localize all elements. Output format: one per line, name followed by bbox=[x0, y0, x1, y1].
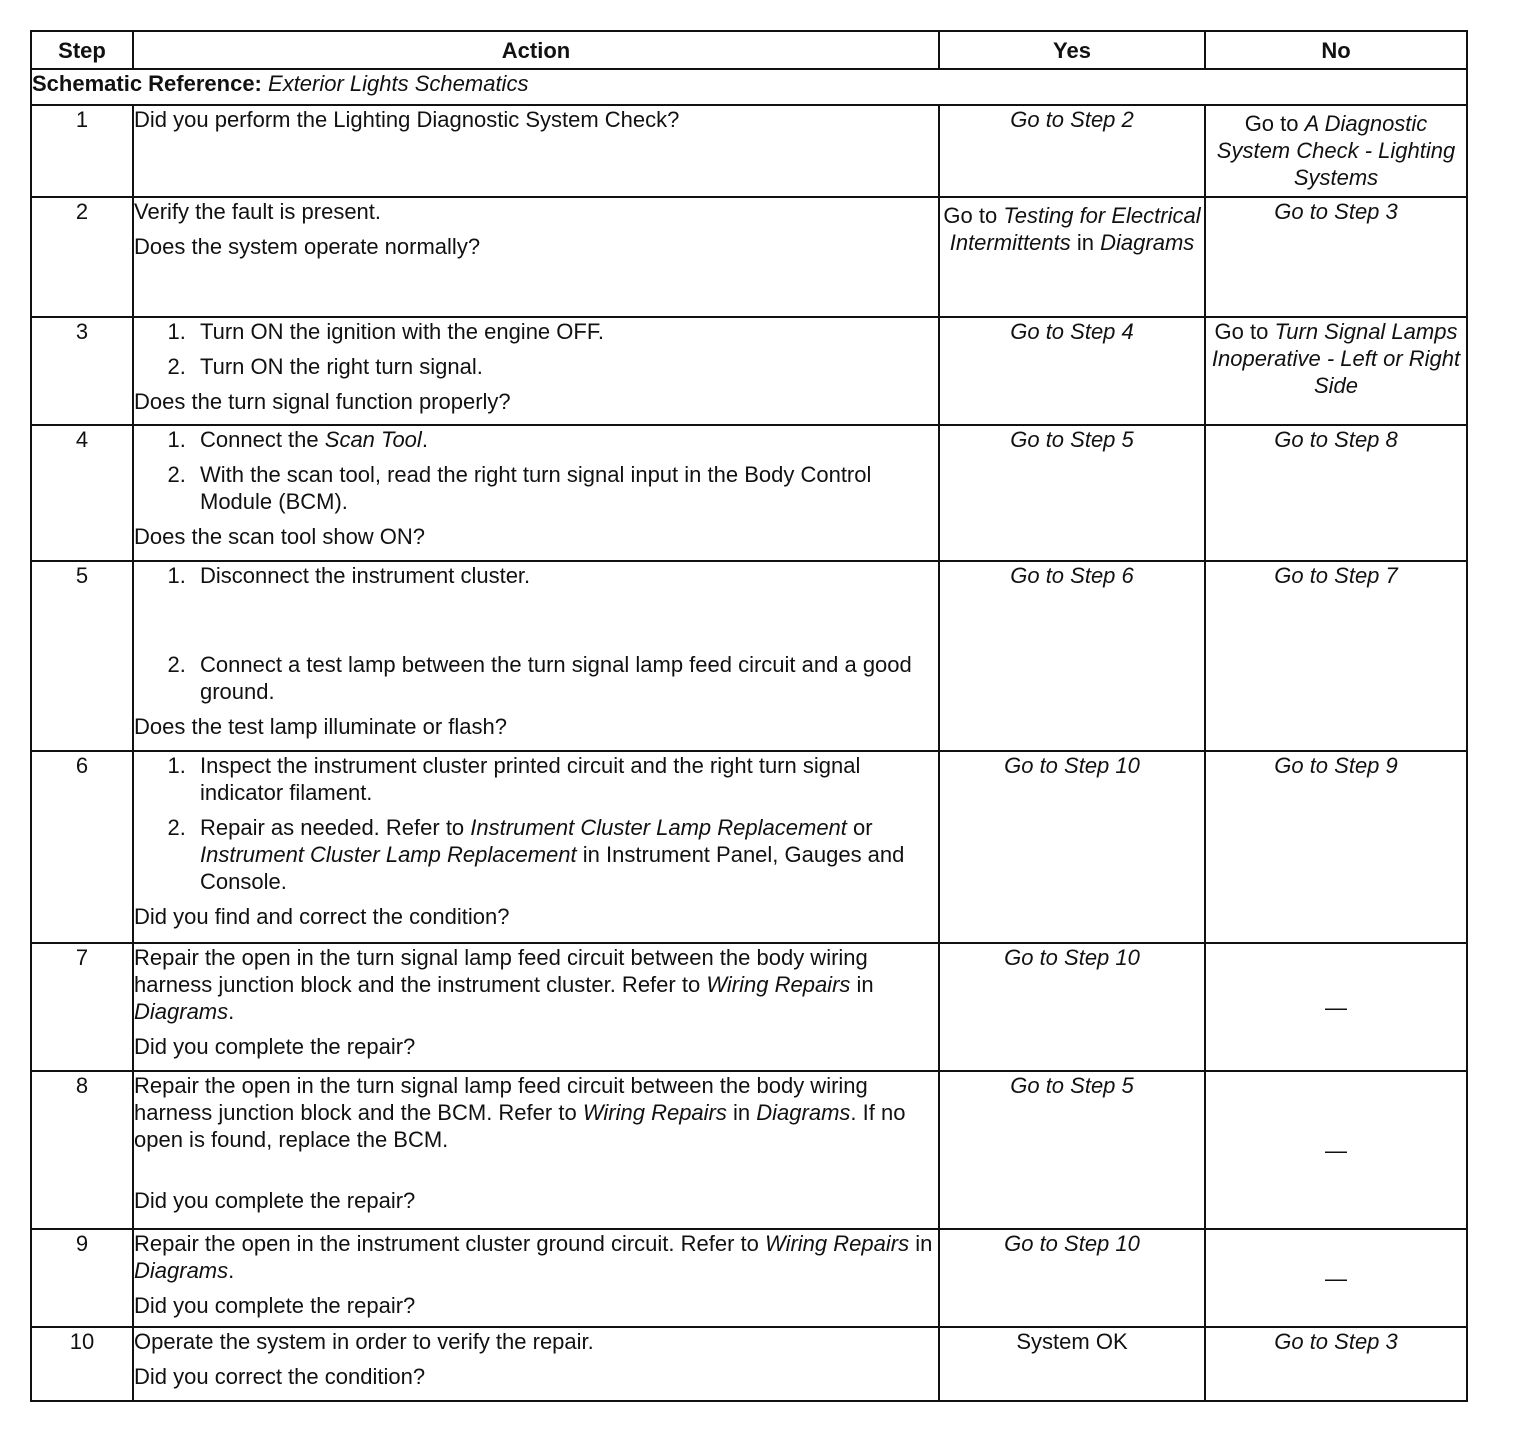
diagnostic-table bbox=[30, 30, 1468, 1402]
step-number: 9 bbox=[31, 1229, 133, 1327]
step-number: 4 bbox=[31, 425, 133, 561]
header-no: No bbox=[1205, 31, 1467, 69]
action-steps bbox=[134, 318, 938, 380]
para-mid: in bbox=[856, 972, 874, 997]
yes-result: System OK bbox=[1016, 1329, 1128, 1354]
action-text: Operate the system in order to verify the repair. bbox=[134, 1329, 594, 1354]
no-cell bbox=[1205, 1327, 1467, 1401]
action-question: Does the system operate normally? bbox=[134, 234, 481, 259]
yes-link[interactable]: Go to Step 5 bbox=[1010, 1073, 1134, 1098]
no-link[interactable]: Go to Step 9 bbox=[1274, 753, 1398, 778]
step-number: 8 bbox=[31, 1071, 133, 1229]
table-row bbox=[31, 105, 1467, 197]
substep-text: Connect the bbox=[200, 427, 319, 452]
step-number: 6 bbox=[31, 751, 133, 943]
schematic-reference-label: Schematic Reference: bbox=[32, 71, 262, 96]
yes-link[interactable]: Go to Step 10 bbox=[1004, 753, 1140, 778]
table-row bbox=[31, 561, 1467, 751]
no-dash: — bbox=[1325, 994, 1347, 1020]
action-cell bbox=[133, 105, 939, 197]
header-step: Step bbox=[31, 31, 133, 69]
schematic-reference bbox=[31, 69, 1467, 105]
action-question: Did you complete the repair? bbox=[134, 1034, 416, 1059]
no-prefix: Go to bbox=[1244, 111, 1299, 136]
yes-cell bbox=[939, 105, 1205, 197]
action-substep: 1. Disconnect the instrument cluster. bbox=[192, 562, 938, 589]
no-dash: — bbox=[1325, 1265, 1347, 1291]
yes-link[interactable]: Go to Step 10 bbox=[1004, 945, 1140, 970]
yes-cell bbox=[939, 425, 1205, 561]
para-text: Repair the open in the instrument cluster ground circuit. Refer to bbox=[134, 1231, 759, 1256]
action-text bbox=[134, 1072, 938, 1153]
action-cell bbox=[133, 943, 939, 1071]
action-cell bbox=[133, 317, 939, 425]
action-question: Does the turn signal function properly? bbox=[134, 389, 511, 414]
no-link[interactable]: Go to Step 8 bbox=[1274, 427, 1398, 452]
yes-cell bbox=[939, 561, 1205, 751]
yes-mid: in bbox=[1076, 230, 1095, 255]
action-substep: 2. With the scan tool, read the right turn signal input in the Body Control Module (BCM). bbox=[192, 461, 938, 515]
header-yes: Yes bbox=[939, 31, 1205, 69]
cluster-lamp-link-2[interactable]: Instrument Cluster Lamp Replacement bbox=[200, 842, 577, 867]
action-cell bbox=[133, 1071, 939, 1229]
step-number: 2 bbox=[31, 197, 133, 317]
substep-tail: in Instrument Panel, Gauges and Console. bbox=[200, 842, 905, 894]
no-link[interactable]: Turn Signal Lamps Inoperative - Left or Right Side bbox=[1211, 319, 1461, 398]
para-text: Repair the open in the turn signal lamp feed circuit between the body wiring harness junction block and the BCM. Refer to bbox=[134, 1073, 868, 1125]
yes-link[interactable]: Go to Step 5 bbox=[1010, 427, 1134, 452]
para-text: Repair the open in the turn signal lamp feed circuit between the body wiring harness junction block and the instrument cluster. Refer to bbox=[134, 945, 868, 997]
yes-link[interactable]: Go to Step 4 bbox=[1010, 319, 1134, 344]
para-mid: in bbox=[733, 1100, 751, 1125]
no-cell bbox=[1205, 1229, 1467, 1327]
diagrams-link[interactable]: Diagrams bbox=[756, 1100, 851, 1125]
action-substep: 2. Connect a test lamp between the turn signal lamp feed circuit and a good ground. bbox=[192, 651, 938, 705]
schematic-reference-link[interactable]: Exterior Lights Schematics bbox=[268, 71, 529, 96]
no-cell bbox=[1205, 105, 1467, 197]
no-cell bbox=[1205, 1071, 1467, 1229]
para-mid: in bbox=[915, 1231, 933, 1256]
yes-link[interactable]: Go to Step 10 bbox=[1004, 1231, 1140, 1256]
wiring-repairs-link[interactable]: Wiring Repairs bbox=[765, 1231, 910, 1256]
table-row bbox=[31, 1229, 1467, 1327]
diagrams-link[interactable]: Diagrams bbox=[134, 1258, 229, 1283]
table-row bbox=[31, 1327, 1467, 1401]
no-link[interactable]: Go to Step 3 bbox=[1274, 1329, 1398, 1354]
action-cell bbox=[133, 561, 939, 751]
wiring-repairs-link[interactable]: Wiring Repairs bbox=[706, 972, 851, 997]
scan-tool-link[interactable]: Scan Tool bbox=[324, 427, 422, 452]
para-tail: . bbox=[228, 999, 235, 1024]
header-action: Action bbox=[133, 31, 939, 69]
yes-cell bbox=[939, 751, 1205, 943]
no-prefix: Go to bbox=[1214, 319, 1269, 344]
action-text bbox=[134, 944, 938, 1025]
yes-cell bbox=[939, 1229, 1205, 1327]
no-link[interactable]: Go to Step 7 bbox=[1274, 563, 1398, 588]
action-cell bbox=[133, 425, 939, 561]
action-steps bbox=[134, 752, 938, 895]
action-substep: 2. Turn ON the right turn signal. bbox=[192, 353, 938, 380]
yes-link[interactable]: Go to Step 6 bbox=[1010, 563, 1134, 588]
action-steps bbox=[134, 562, 938, 705]
yes-link[interactable]: Testing for Electrical Intermittents bbox=[949, 203, 1201, 255]
no-cell bbox=[1205, 943, 1467, 1071]
wiring-repairs-link[interactable]: Wiring Repairs bbox=[582, 1100, 727, 1125]
yes-cell bbox=[939, 1071, 1205, 1229]
step-number: 7 bbox=[31, 943, 133, 1071]
action-question: Did you find and correct the condition? bbox=[134, 904, 510, 929]
action-question: Does the test lamp illuminate or flash? bbox=[134, 714, 507, 739]
action-cell bbox=[133, 197, 939, 317]
no-cell bbox=[1205, 197, 1467, 317]
step-number: 3 bbox=[31, 317, 133, 425]
header-row bbox=[31, 31, 1467, 69]
action-substep bbox=[192, 814, 938, 895]
no-link[interactable]: A Diagnostic System Check - Lighting Systems bbox=[1216, 111, 1456, 190]
action-question: Did you complete the repair? bbox=[134, 1188, 416, 1213]
action-question: Did you correct the condition? bbox=[134, 1364, 426, 1389]
action-steps bbox=[134, 426, 938, 515]
no-cell bbox=[1205, 317, 1467, 425]
table-row bbox=[31, 317, 1467, 425]
table-row bbox=[31, 197, 1467, 317]
no-link[interactable]: Go to Step 3 bbox=[1274, 199, 1398, 224]
yes-link[interactable]: Go to Step 2 bbox=[1010, 107, 1134, 132]
yes-cell bbox=[939, 197, 1205, 317]
cluster-lamp-link[interactable]: Instrument Cluster Lamp Replacement bbox=[470, 815, 847, 840]
action-cell bbox=[133, 1229, 939, 1327]
yes-prefix: Go to bbox=[943, 203, 998, 228]
no-dash: — bbox=[1325, 1137, 1347, 1163]
no-cell bbox=[1205, 561, 1467, 751]
table-row bbox=[31, 751, 1467, 943]
yes-link-2[interactable]: Diagrams bbox=[1100, 230, 1195, 255]
table-row bbox=[31, 425, 1467, 561]
para-tail: . If no open is found, replace the BCM. bbox=[134, 1100, 906, 1152]
action-question: Did you complete the repair? bbox=[134, 1293, 416, 1318]
substep-mid: or bbox=[853, 815, 873, 840]
action-text: Verify the fault is present. bbox=[134, 199, 382, 224]
para-tail: . bbox=[228, 1258, 235, 1283]
no-cell bbox=[1205, 425, 1467, 561]
yes-cell bbox=[939, 1327, 1205, 1401]
yes-cell bbox=[939, 317, 1205, 425]
action-cell bbox=[133, 1327, 939, 1401]
action-substep: 1. Inspect the instrument cluster printed circuit and the right turn signal indicator filament. bbox=[192, 752, 938, 806]
substep-tail: . bbox=[421, 427, 428, 452]
action-text: Did you perform the Lighting Diagnostic System Check? bbox=[134, 107, 680, 132]
table-row bbox=[31, 943, 1467, 1071]
action-substep: 1. Turn ON the ignition with the engine OFF. bbox=[192, 318, 938, 345]
step-number: 5 bbox=[31, 561, 133, 751]
action-text bbox=[134, 1230, 938, 1284]
diagrams-link[interactable]: Diagrams bbox=[134, 999, 229, 1024]
step-number: 1 bbox=[31, 105, 133, 197]
substep-text: Repair as needed. Refer to bbox=[200, 815, 465, 840]
action-cell bbox=[133, 751, 939, 943]
action-substep bbox=[192, 426, 938, 453]
yes-cell bbox=[939, 943, 1205, 1071]
no-cell bbox=[1205, 751, 1467, 943]
schematic-reference-row bbox=[31, 69, 1467, 105]
action-question: Does the scan tool show ON? bbox=[134, 524, 426, 549]
step-number: 10 bbox=[31, 1327, 133, 1401]
table-row bbox=[31, 1071, 1467, 1229]
